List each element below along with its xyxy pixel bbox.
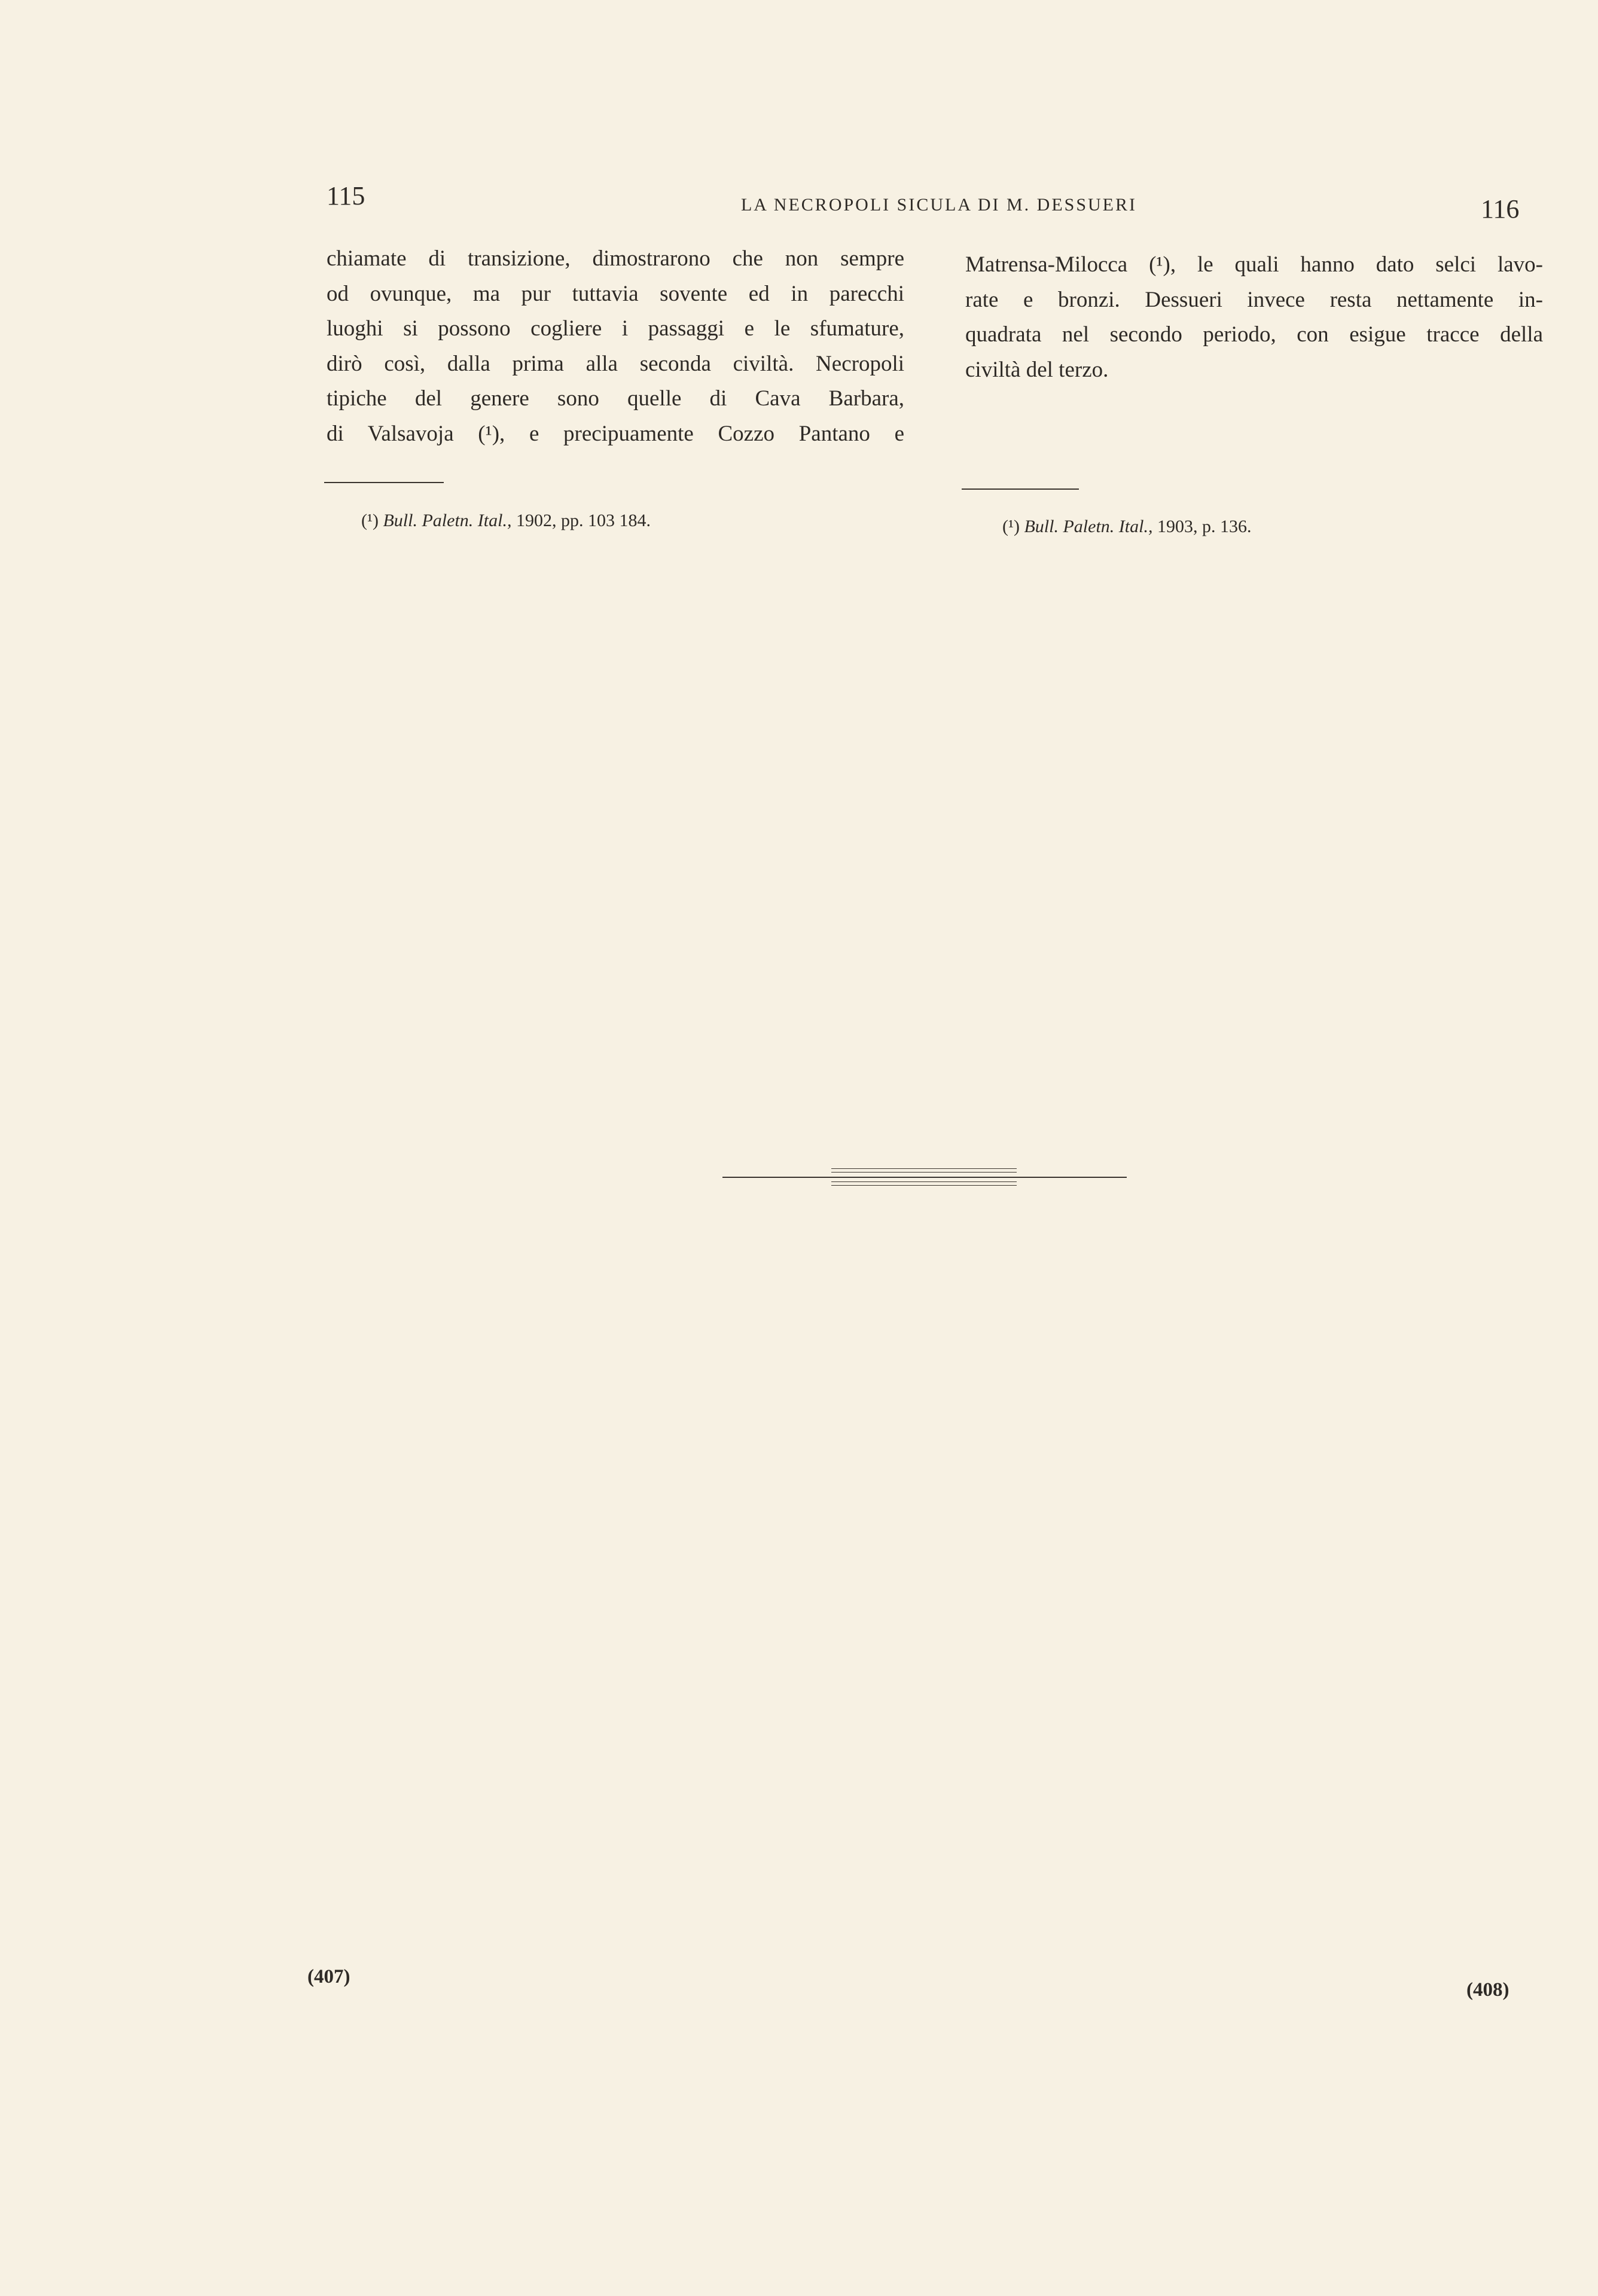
footnote-rule-right: [962, 488, 1079, 490]
text-line: rate e bronzi. Dessueri invece resta nettamente in-: [965, 287, 1543, 312]
sheet-number-right: (408): [1466, 1979, 1509, 2001]
text-line: Matrensa-Milocca (¹), le quali hanno dato selci lavo-: [965, 252, 1543, 277]
end-ornament-line: [831, 1185, 1017, 1186]
footnote-right: [1002, 518, 1251, 536]
end-ornament-line: [831, 1168, 1017, 1169]
text-line: tipiche del genere sono quelle di Cava Barbara,: [327, 386, 904, 411]
text-line: luoghi si possono cogliere i passaggi e le sfumature,: [327, 316, 904, 341]
footnote-left: [361, 512, 651, 530]
text-line: quadrata nel secondo periodo, con esigue tracce della: [965, 322, 1543, 347]
text-line: civiltà del terzo.: [965, 357, 1109, 382]
page-number-left: 115: [327, 181, 365, 210]
footnote-details: 1902, pp. 103 184.: [516, 511, 651, 530]
running-head: LA NECROPOLI SICULA DI M. DESSUERI: [740, 195, 1137, 215]
end-ornament-line: [831, 1172, 1017, 1173]
footnote-journal: Bull. Paletn. Ital.,: [1024, 517, 1153, 536]
footnote-rule-left: [324, 482, 444, 483]
end-separator-line: [722, 1177, 1127, 1178]
end-ornament-line: [831, 1181, 1017, 1182]
page-number-right: 116: [1481, 194, 1520, 224]
left-column-text: [327, 242, 904, 451]
footnote-details: 1903, p. 136.: [1157, 517, 1252, 536]
text-line: chiamate di transizione, dimostrarono che non sempre: [327, 246, 904, 271]
right-column-text: [965, 248, 1543, 387]
text-line: od ovunque, ma pur tuttavia sovente ed in parecchi: [327, 281, 904, 306]
footnote-journal: Bull. Paletn. Ital.,: [383, 511, 512, 530]
text-line: di Valsavoja (¹), e precipuamente Cozzo Pantano e: [327, 421, 904, 446]
footnote-marker: (¹): [361, 511, 379, 530]
footnote-marker: (¹): [1002, 517, 1020, 536]
text-line: dirò così, dalla prima alla seconda civiltà. Necropoli: [327, 351, 904, 376]
sheet-number-left: (407): [307, 1966, 350, 1987]
